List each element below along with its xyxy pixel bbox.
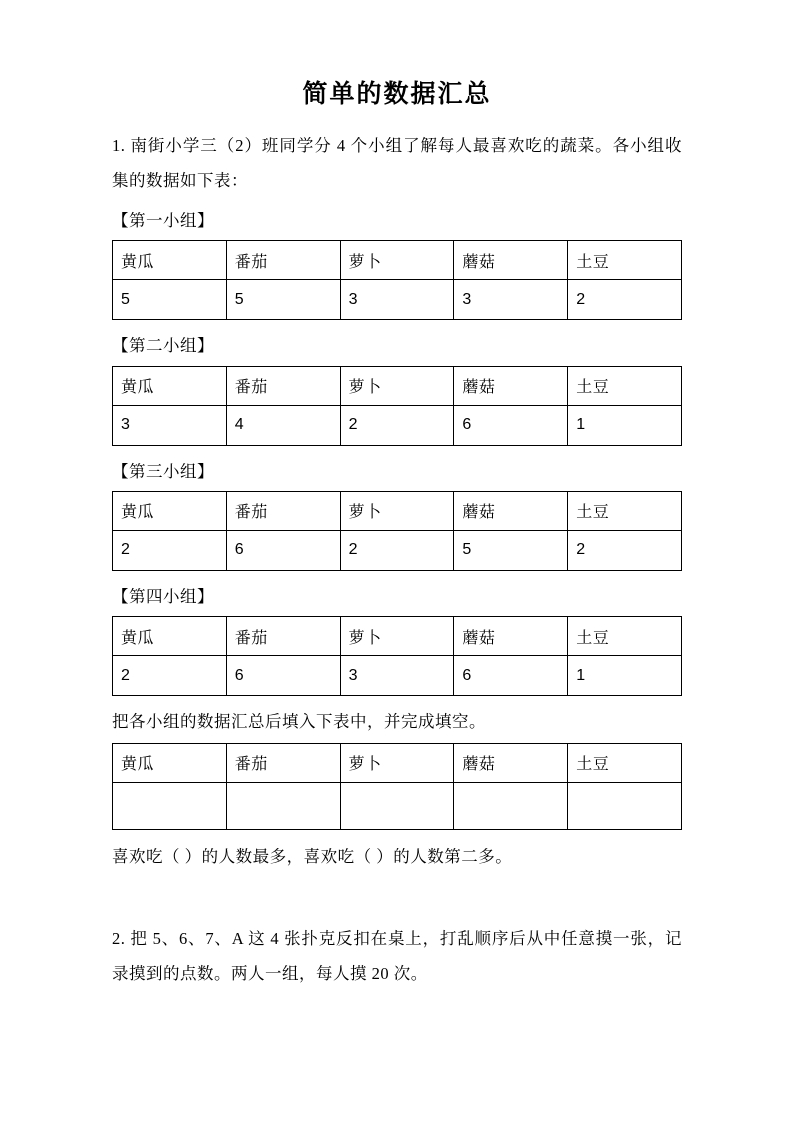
group-2-label: 【第二小组】 <box>112 336 214 356</box>
group-3-value-mushroom: 5 <box>454 530 568 570</box>
summary-instruction: 把各小组的数据汇总后填入下表中，并完成填空。 <box>112 712 486 732</box>
summary-answer-mushroom[interactable] <box>454 782 568 829</box>
fill-in-blank-line: 喜欢吃（ ）的人数最多，喜欢吃（ ）的人数第二多。 <box>112 846 513 866</box>
group-4-value-cucumber: 2 <box>113 656 227 696</box>
header-cell-mushroom: 蘑菇 <box>454 617 568 656</box>
header-cell-radish: 萝卜 <box>340 491 454 530</box>
header-cell-cucumber: 黄瓜 <box>113 241 227 280</box>
group-4-value-tomato: 6 <box>226 656 340 696</box>
group-4-value-potato: 1 <box>568 656 682 696</box>
group-2-block <box>112 330 682 445</box>
header-cell-potato: 土豆 <box>568 617 682 656</box>
group-4-table <box>112 616 682 696</box>
group-2-value-potato: 1 <box>568 405 682 445</box>
group-3-block <box>112 456 682 571</box>
header-cell-cucumber: 黄瓜 <box>113 617 227 656</box>
header-cell-cucumber: 黄瓜 <box>113 491 227 530</box>
header-cell-mushroom: 蘑菇 <box>454 743 568 782</box>
group-1-value-cucumber: 5 <box>113 280 227 320</box>
summary-answer-potato[interactable] <box>568 782 682 829</box>
group-3-value-tomato: 6 <box>226 530 340 570</box>
group-2-value-mushroom: 6 <box>454 405 568 445</box>
table-row <box>113 782 682 829</box>
table-row <box>113 530 682 570</box>
header-cell-tomato: 番茄 <box>226 491 340 530</box>
group-1-label: 【第一小组】 <box>112 210 214 230</box>
group-1-table <box>112 240 682 320</box>
group-4-block <box>112 581 682 696</box>
table-row <box>113 405 682 445</box>
group-2-table <box>112 366 682 446</box>
header-cell-tomato: 番茄 <box>226 743 340 782</box>
header-cell-mushroom: 蘑菇 <box>454 491 568 530</box>
header-cell-radish: 萝卜 <box>340 743 454 782</box>
summary-answer-tomato[interactable] <box>226 782 340 829</box>
group-3-label: 【第三小组】 <box>112 461 214 481</box>
group-3-table <box>112 491 682 571</box>
table-row <box>113 280 682 320</box>
header-cell-tomato: 番茄 <box>226 241 340 280</box>
group-2-value-radish: 2 <box>340 405 454 445</box>
header-cell-potato: 土豆 <box>568 366 682 405</box>
page-title: 简单的数据汇总 <box>302 81 492 108</box>
group-4-label: 【第四小组】 <box>112 586 214 606</box>
group-1-value-tomato: 5 <box>226 280 340 320</box>
header-cell-radish: 萝卜 <box>340 617 454 656</box>
group-3-value-cucumber: 2 <box>113 530 227 570</box>
header-cell-potato: 土豆 <box>568 491 682 530</box>
group-3-value-radish: 2 <box>340 530 454 570</box>
table-row <box>113 617 682 656</box>
group-2-value-cucumber: 3 <box>113 405 227 445</box>
table-row <box>113 241 682 280</box>
summary-answer-radish[interactable] <box>340 782 454 829</box>
question-2-text: 2. 把 5、6、7、A 这 4 张扑克反扣在桌上，打乱顺序后从中任意摸一张，记录摸到的点数。两人一组，每人摸 20 次。 <box>112 928 682 984</box>
summary-table <box>112 743 682 830</box>
group-1-block <box>112 205 682 320</box>
summary-answer-cucumber[interactable] <box>113 782 227 829</box>
group-4-value-mushroom: 6 <box>454 656 568 696</box>
header-cell-cucumber: 黄瓜 <box>113 743 227 782</box>
page-content <box>112 80 682 992</box>
header-cell-potato: 土豆 <box>568 743 682 782</box>
header-cell-cucumber: 黄瓜 <box>113 366 227 405</box>
header-cell-tomato: 番茄 <box>226 366 340 405</box>
header-cell-mushroom: 蘑菇 <box>454 241 568 280</box>
header-cell-radish: 萝卜 <box>340 241 454 280</box>
question-1-text: 1. 南街小学三（2）班同学分 4 个小组了解每人最喜欢吃的蔬菜。各小组收集的数据如下表： <box>112 136 682 191</box>
table-row <box>113 656 682 696</box>
group-3-value-potato: 2 <box>568 530 682 570</box>
group-4-value-radish: 3 <box>340 656 454 696</box>
table-row <box>113 491 682 530</box>
table-row <box>113 743 682 782</box>
header-cell-tomato: 番茄 <box>226 617 340 656</box>
header-cell-potato: 土豆 <box>568 241 682 280</box>
header-cell-mushroom: 蘑菇 <box>454 366 568 405</box>
group-1-value-mushroom: 3 <box>454 280 568 320</box>
header-cell-radish: 萝卜 <box>340 366 454 405</box>
table-row <box>113 366 682 405</box>
group-1-value-potato: 2 <box>568 280 682 320</box>
group-1-value-radish: 3 <box>340 280 454 320</box>
group-2-value-tomato: 4 <box>226 405 340 445</box>
